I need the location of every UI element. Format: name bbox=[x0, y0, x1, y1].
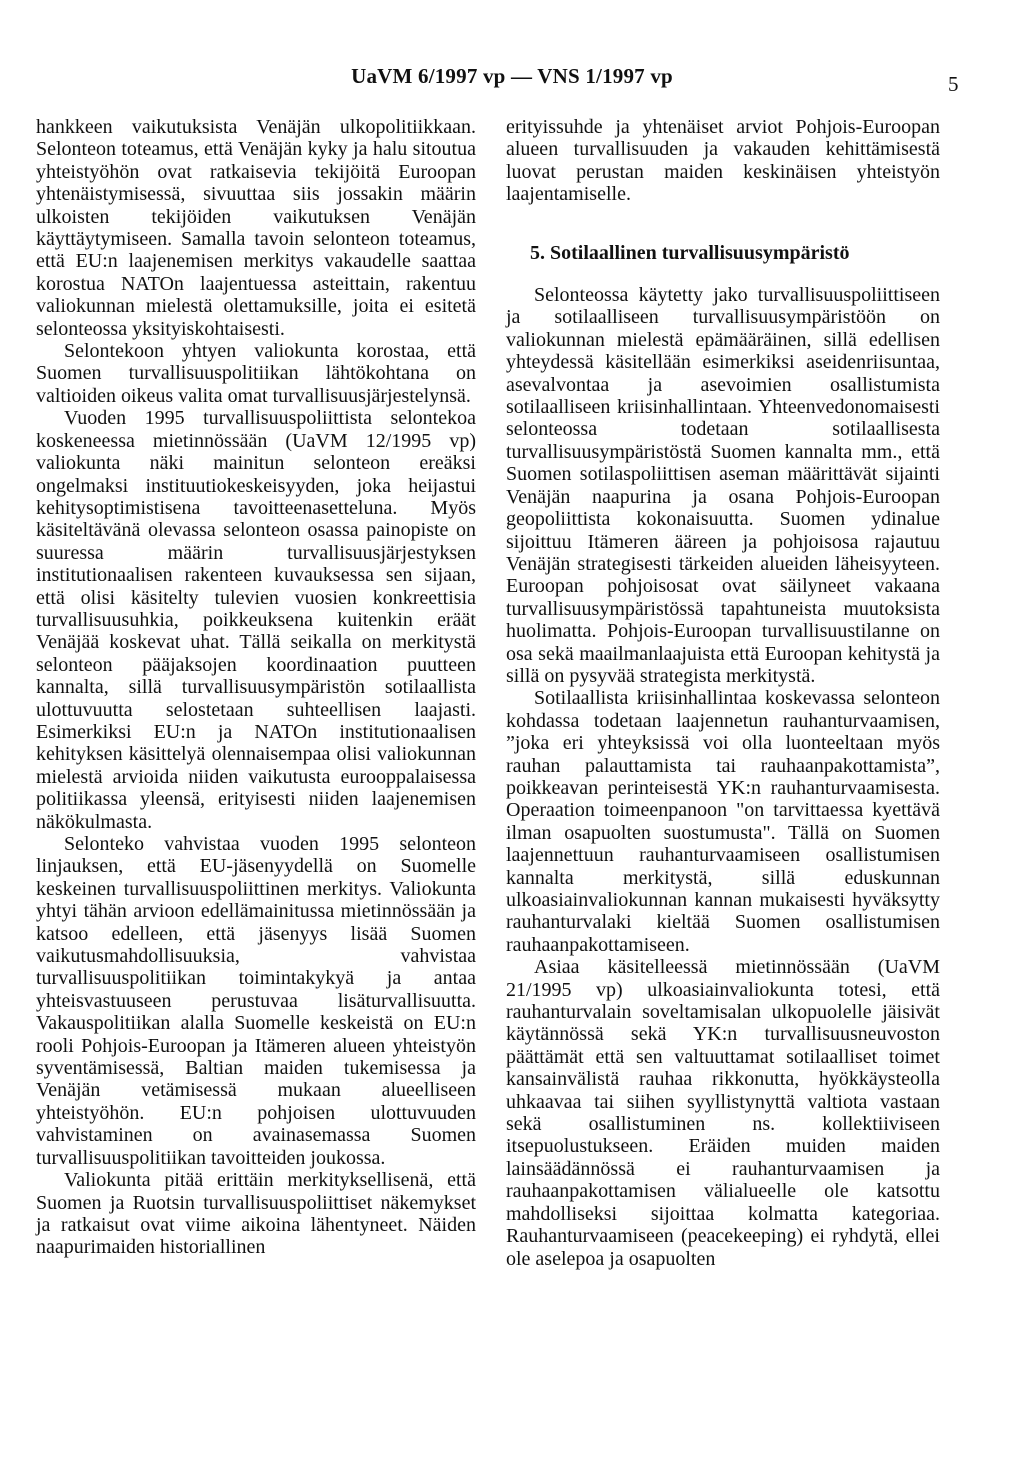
paragraph: Selonteko vahvistaa vuoden 1995 selonteon linjauksen, että EU-jäsenyydellä on Suomelle keskeinen turvallisuuspoliittinen merkitys. Valiokunta yhtyi tähän arvioon edellämainitussa mietinnössään ja katsoo edelleen, että jäsenyys lisää Suomen vaikutusmahdollisuuksia, vahvistaa turvallisuuspolitiikan toimintakykyä ja antaa yhteisvastuuseen perustuvaa lisäturvallisuutta. Vakauspolitiikan alalla Suomelle keskeistä on EU:n rooli Pohjois-Euroopan ja Itämeren alueen yhteistyön syventämisessä, Baltian maiden tukemisessa ja Venäjän vetämisessä mukaan alueelliseen yhteistyöhön. EU:n pohjoisen ulottuvuuden vahvistaminen on avainasemassa Suomen turvallisuuspolitiikan tavoitteiden joukossa. bbox=[36, 833, 476, 1169]
right-column bbox=[506, 116, 940, 1270]
running-title: UaVM 6/1997 vp — VNS 1/1997 vp bbox=[351, 64, 673, 88]
paragraph: Valiokunta pitää erittäin merkityksellisenä, että Suomen ja Ruotsin turvallisuuspoliittiset näkemykset ja ratkaisut ovat viime aikoina lähentyneet. Näiden naapurimaiden historiallinen bbox=[36, 1169, 476, 1259]
left-column bbox=[36, 116, 476, 1259]
paragraph: hankkeen vaikutuksista Venäjän ulkopolitiikkaan. Selonteon toteamus, että Venäjän kyky ja halu sitoutua yhteistyöhön ovat ratkaisevia tekijöitä Euroopan yhtenäistymisessä, sivuuttaa siis jossakin määrin ulkoisten tekijöiden vaikutuksen Venäjän käyttäytymiseen. Samalla tavoin selonteon toteamus, että EU:n laajenemisen merkitys vakaudelle saattaa korostua NATOn laajentuessa asteittain, rakentuu valiokunnan mielestä olettamuksille, joita ei esitetä selonteossa yksityiskohtaisesti. bbox=[36, 116, 476, 340]
paragraph: Selonteossa käytetty jako turvallisuuspoliittiseen ja sotilaalliseen turvallisuusympäristöön on valiokunnan mielestä epämääräinen, sillä edellisen yhteydessä käsitellään esimerkiksi aseidenriisuntaa, asevalvontaa ja asevoimien osallistumista sotilaalliseen kriisinhallintaan. Yhteenvedonomaisesti selonteossa todetaan sotilaallisesta turvallisuusympäristöstä Suomen kannalta mm., että Suomen sotilaspoliittisen aseman määrittävät sijainti Venäjän naapurina ja osana Pohjois-Euroopan geopoliittista kokonaisuutta. Suomen ydinalue sijoittuu Itämeren ääreen ja pohjoisosa rajautuu Venäjän strategisesti tärkeiden alueiden läheisyyteen. Euroopan pohjoisosat ovat säilyneet vakaana turvallisuusympäristössä tapahtuneista muutoksista huolimatta. Pohjois-Euroopan turvallisuustilanne on osa sekä maailmanlaajuista että Euroopan kehitystä ja sillä on pysyvää strategista merkitystä. bbox=[506, 284, 940, 687]
paragraph: Asiaa käsitelleessä mietinnössään (UaVM 21/1995 vp) ulkoasiainvaliokunta totesi, että rauhanturvalain soveltamisalan ulkopuolelle jäisivät käytännössä sekä YK:n turvallisuusneuvoston päättämät että sen valtuuttamat sotilaalliset toimet kansainvälistä rauhaa rikkonutta, hyökkäysteolla uhkaavaa tai siihen syyllistynyttä valtiota vastaan sekä osallistuminen ns. kollektiiviseen itsepuolustukseen. Eräiden muiden maiden lainsäädännössä ei rauhanturvaamisen ja rauhaanpakottamisen välialueelle ole katsottu mahdolliseksi sijoittaa kolmatta kategoriaa. Rauhanturvaamiseen (peacekeeping) ei ryhdytä, ellei ole aselepoa ja osapuolten bbox=[506, 956, 940, 1270]
paragraph: Sotilaallista kriisinhallintaa koskevassa selonteon kohdassa todetaan laajennetun rauhanturvaamisen, ”joka eri yhteyksissä voi olla luonteeltaan myös rauhan palauttamista tai rauhaanpakottamista”, poikkeavan perinteisestä YK:n rauhanturvaamisesta. Operaation toimeenpanoon "on tarvittaessa kyettävä ilman osapuolten suostumusta". Tällä on Suomen laajennettuun rauhanturvaamiseen osallistumisen kannalta merkitystä, sillä eduskunnan ulkoasiainvaliokunnan kannan mukaisesti hyväksytty rauhanturvalaki kieltää Suomen osallistumisen rauhaanpakottamiseen. bbox=[506, 687, 940, 956]
paragraph: Vuoden 1995 turvallisuuspoliittista selontekoa koskeneessa mietinnössään (UaVM 12/1995 vp) valiokunta näki mainitun selonteon ereäksi ongelmaksi instituutiokeskeisyyden, joka heijastui kehitysoptimistisena tavoitteenasetteluna. Myös käsiteltävänä olevassa selonteon osassa painopiste on suuressa määrin turvallisuusjärjestyksen institutionaalisen rakenteen kuvauksessa sen sijaan, että olisi käsitelty tulevien vuosien konkreettisia turvallisuusuhkia, poikkeuksena kuitenkin eräät Venäjää koskevat uhat. Tällä seikalla on merkitystä selonteon pääjaksojen koordinaation puutteen kannalta, sillä turvallisuusympäristön sotilaallista ulottuvuutta selostetaan suhteellisen laajasti. Esimerkiksi EU:n ja NATOn institutionaalisen kehityksen käsittelyä olennaisempaa olisi valiokunnan mielestä arvioida niiden vaikutusta eurooppalaisessa politiikassa yleensä, erityisesti niiden laajenemisen näkökulmasta. bbox=[36, 407, 476, 833]
paragraph: Selontekoon yhtyen valiokunta korostaa, että Suomen turvallisuuspolitiikan lähtökohtana on valtioiden oikeus valita omat turvallisuusjärjestelynsä. bbox=[36, 340, 476, 407]
section-heading: 5. Sotilaallinen turvallisuusympäristö bbox=[530, 241, 850, 264]
paragraph: erityissuhde ja yhtenäiset arviot Pohjois-Euroopan alueen turvallisuuden ja vakauden kehittämisestä luovat perustan maiden keskinäisen yhteistyön laajentamiselle. bbox=[506, 116, 940, 206]
page-number: 5 bbox=[948, 72, 959, 96]
